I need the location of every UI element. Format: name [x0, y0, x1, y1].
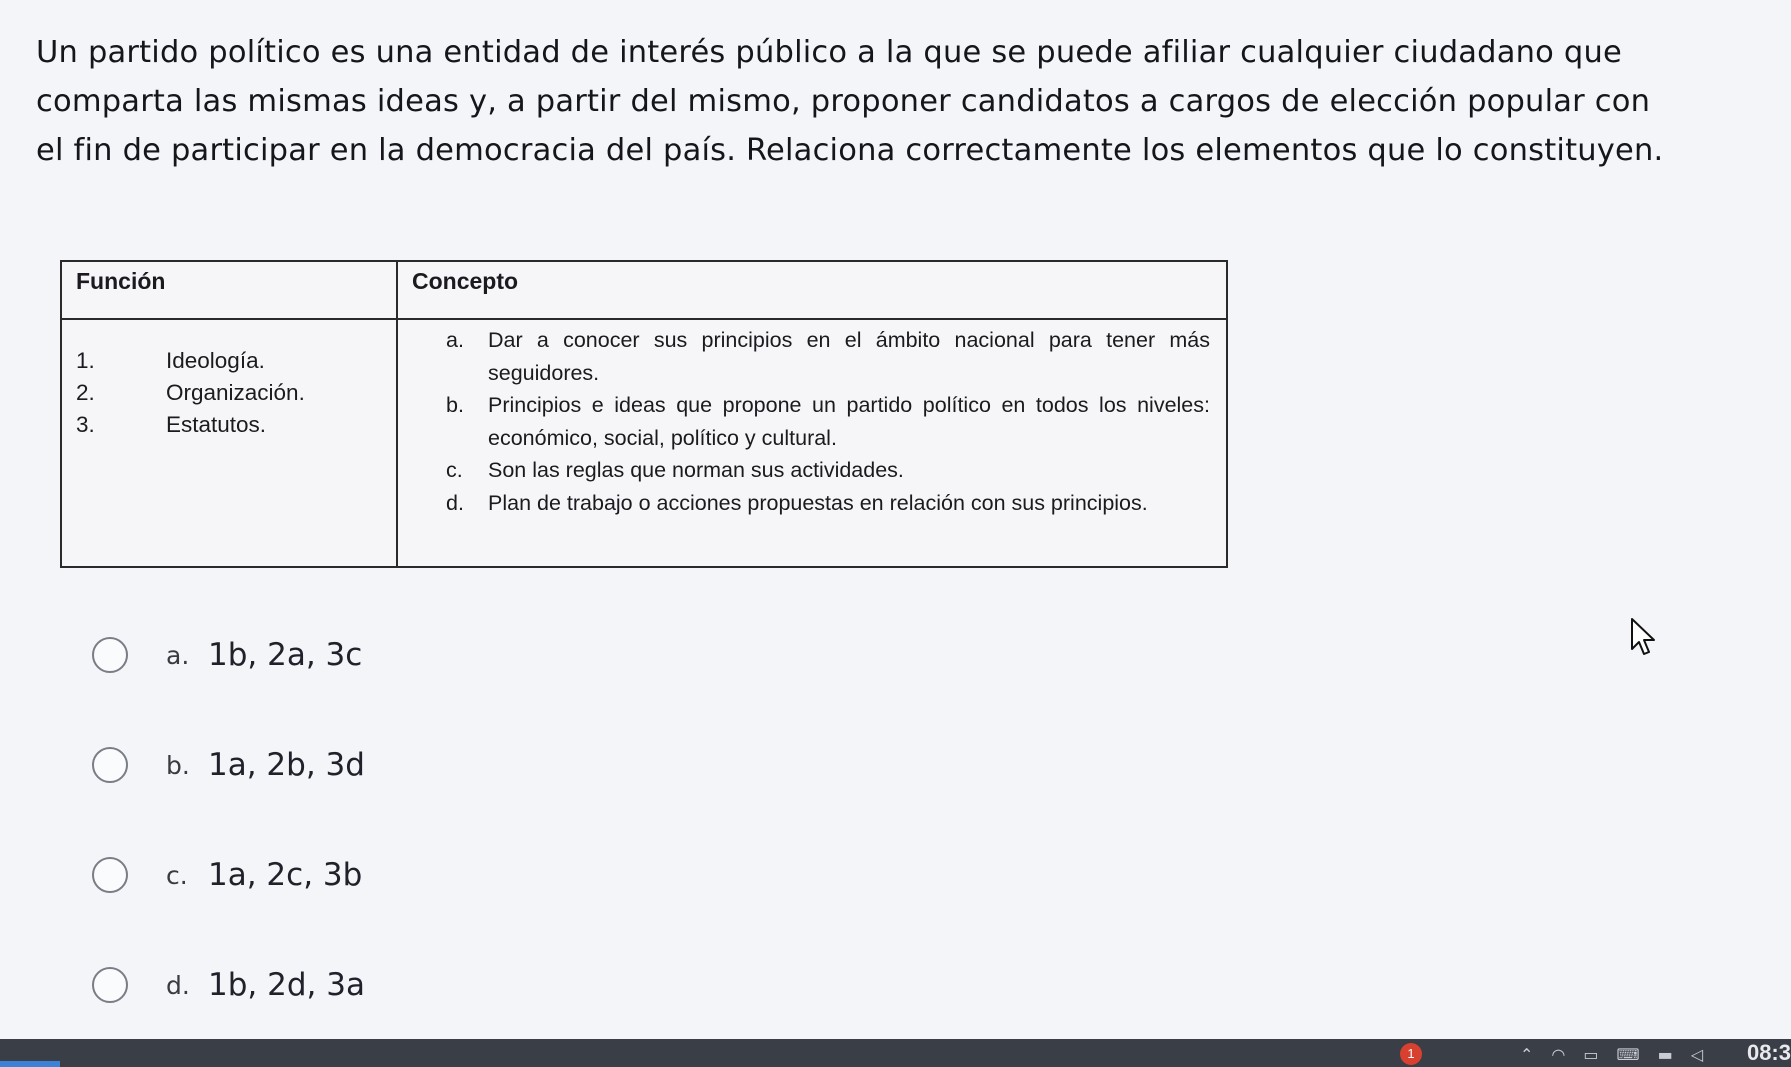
keyboard-icon[interactable]: ⌨	[1616, 1045, 1658, 1064]
radio-button[interactable]	[92, 967, 128, 1003]
table-header	[62, 262, 1226, 320]
option-a[interactable]	[92, 630, 592, 680]
option-letter: c.	[166, 860, 188, 890]
option-text: 1b, 2d, 3a	[208, 967, 365, 1003]
battery-icon[interactable]: ▬	[1657, 1045, 1691, 1064]
function-number: 1.	[76, 348, 95, 373]
column-divider	[396, 262, 398, 566]
concept-item	[446, 454, 1210, 487]
concept-letter: b.	[446, 393, 464, 417]
question-text	[36, 28, 1756, 175]
radio-button[interactable]	[92, 857, 128, 893]
option-text: 1b, 2a, 3c	[208, 637, 363, 673]
concept-text: Dar a conocer sus principios en el ámbito nacional para tener más seguidores.	[488, 328, 1210, 385]
concept-text: Principios e ideas que propone un partido político en todos los niveles: económico, social, político y cultural.	[488, 393, 1210, 450]
notification-badge[interactable]: 1	[1400, 1043, 1422, 1065]
option-d[interactable]	[92, 960, 592, 1010]
function-label: Organización.	[166, 380, 305, 405]
taskbar-accent	[0, 1061, 60, 1067]
option-c[interactable]	[92, 850, 592, 900]
concept-item	[446, 324, 1210, 389]
option-letter: d.	[166, 970, 190, 1000]
concept-letter: c.	[446, 458, 463, 482]
header-funcion: Función	[76, 268, 166, 294]
taskbar	[0, 1039, 1791, 1067]
chevron-up-icon[interactable]: ⌃	[1520, 1045, 1552, 1064]
network-icon[interactable]: ▭	[1583, 1045, 1617, 1064]
concept-letter: a.	[446, 328, 464, 352]
mouse-pointer-icon	[1630, 617, 1658, 657]
clock[interactable]: 08:3	[1746, 1040, 1791, 1065]
radio-button[interactable]	[92, 747, 128, 783]
function-number: 3.	[76, 412, 95, 437]
matching-table	[60, 260, 1228, 568]
concept-text: Plan de trabajo o acciones propuestas en relación con sus principios.	[488, 490, 1148, 515]
question-line: Un partido político es una entidad de interés público a la que se puede afiliar cualquier ciudadano que	[36, 35, 1622, 70]
concept-letter: d.	[446, 490, 464, 515]
function-label: Ideología.	[166, 348, 265, 373]
concept-list	[446, 324, 1210, 519]
question-line: comparta las mismas ideas y, a partir del mismo, proponer candidatos a cargos de elección popular con	[36, 84, 1651, 119]
question-line: el fin de participar en la democracia del país. Relaciona correctamente los elementos que lo constituyen.	[36, 133, 1664, 168]
header-concepto: Concepto	[412, 268, 519, 294]
concept-item	[446, 487, 1210, 520]
radio-button[interactable]	[92, 637, 128, 673]
option-letter: a.	[166, 640, 190, 670]
function-label: Estatutos.	[166, 412, 267, 437]
wifi-icon[interactable]: ◠	[1551, 1045, 1584, 1064]
concept-item	[446, 389, 1210, 454]
option-text: 1a, 2b, 3d	[208, 747, 365, 783]
concept-text: Son las reglas que norman sus actividades.	[488, 458, 904, 482]
option-text: 1a, 2c, 3b	[208, 857, 363, 893]
volume-icon[interactable]: ◁	[1690, 1045, 1722, 1064]
system-tray	[1520, 1045, 1721, 1064]
option-letter: b.	[166, 750, 190, 780]
option-b[interactable]	[92, 740, 592, 790]
function-number: 2.	[76, 380, 95, 405]
